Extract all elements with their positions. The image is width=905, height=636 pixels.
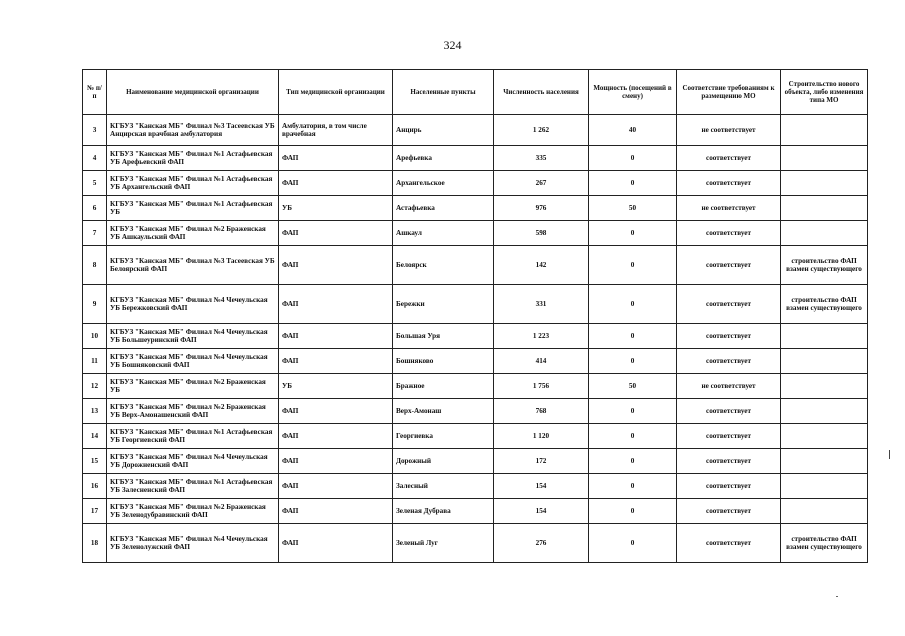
row-capacity: 50 [589, 196, 677, 221]
row-org-type: УБ [279, 374, 393, 399]
row-capacity: 0 [589, 474, 677, 499]
row-population: 331 [494, 285, 589, 324]
row-settlement: Зеленый Луг [393, 524, 494, 563]
row-organization: КГБУЗ "Канская МБ" Филиал №3 Тасеевская УБ Белоярский ФАП [107, 246, 279, 285]
row-org-type: ФАП [279, 474, 393, 499]
row-population: 142 [494, 246, 589, 285]
row-settlement: Ашкаул [393, 221, 494, 246]
row-construction [781, 115, 868, 146]
table-row [83, 349, 868, 374]
row-org-type: ФАП [279, 524, 393, 563]
row-organization: КГБУЗ "Канская МБ" Филиал №1 Астафьевская УБ Георгиевский ФАП [107, 424, 279, 449]
row-settlement: Дорожный [393, 449, 494, 474]
row-num: 12 [83, 374, 107, 399]
row-construction [781, 171, 868, 196]
row-num: 8 [83, 246, 107, 285]
row-org-type: ФАП [279, 324, 393, 349]
row-compliance: соответствует [677, 499, 781, 524]
row-population: 1 756 [494, 374, 589, 399]
row-num: 5 [83, 171, 107, 196]
row-num: 13 [83, 399, 107, 424]
row-compliance: не соответствует [677, 115, 781, 146]
header-compliance: Соответствие требованиям к размещению МО [677, 70, 781, 115]
header-capacity: Мощность (посещений в смену) [589, 70, 677, 115]
table-row [83, 196, 868, 221]
row-organization: КГБУЗ "Канская МБ" Филиал №4 Чечеульская УБ Бережковский ФАП [107, 285, 279, 324]
row-compliance: соответствует [677, 349, 781, 374]
row-organization: КГБУЗ "Канская МБ" Филиал №4 Чечеульская УБ Большеуринский ФАП [107, 324, 279, 349]
row-settlement: Зеленая Дубрава [393, 499, 494, 524]
row-capacity: 0 [589, 146, 677, 171]
row-num: 16 [83, 474, 107, 499]
row-capacity: 0 [589, 424, 677, 449]
row-num: 4 [83, 146, 107, 171]
row-compliance: соответствует [677, 474, 781, 499]
row-settlement: Бошняково [393, 349, 494, 374]
row-organization: КГБУЗ "Канская МБ" Филиал №2 Браженская УБ Верх-Амонашенский ФАП [107, 399, 279, 424]
table-row [83, 146, 868, 171]
row-construction [781, 221, 868, 246]
row-construction [781, 424, 868, 449]
row-settlement: Астафьевка [393, 196, 494, 221]
row-num: 7 [83, 221, 107, 246]
row-construction [781, 324, 868, 349]
table-row [83, 285, 868, 324]
table-row [83, 324, 868, 349]
row-construction: строительство ФАП взамен существующего [781, 285, 868, 324]
row-capacity: 0 [589, 324, 677, 349]
row-org-type: ФАП [279, 285, 393, 324]
row-org-type: ФАП [279, 499, 393, 524]
row-num: 17 [83, 499, 107, 524]
row-settlement: Архангельское [393, 171, 494, 196]
row-settlement: Залесный [393, 474, 494, 499]
row-population: 276 [494, 524, 589, 563]
row-organization: КГБУЗ "Канская МБ" Филиал №1 Астафьевская УБ Архангельский ФАП [107, 171, 279, 196]
table-row [83, 246, 868, 285]
row-num: 15 [83, 449, 107, 474]
row-org-type: ФАП [279, 221, 393, 246]
row-population: 1 223 [494, 324, 589, 349]
medical-organizations-table [82, 69, 868, 563]
row-construction: строительство ФАП взамен существующего [781, 524, 868, 563]
table-row [83, 399, 868, 424]
header-org-type: Тип медицинской организации [279, 70, 393, 115]
row-population: 172 [494, 449, 589, 474]
row-settlement: Бражное [393, 374, 494, 399]
row-compliance: соответствует [677, 424, 781, 449]
row-capacity: 0 [589, 499, 677, 524]
row-org-type: ФАП [279, 246, 393, 285]
table-row [83, 374, 868, 399]
row-num: 3 [83, 115, 107, 146]
page-number: 324 [443, 38, 462, 52]
row-capacity: 0 [589, 285, 677, 324]
row-num: 18 [83, 524, 107, 563]
row-compliance: соответствует [677, 246, 781, 285]
row-num: 9 [83, 285, 107, 324]
table-row [83, 115, 868, 146]
row-org-type: Амбулатория, в том числе врачебная [279, 115, 393, 146]
table-row [83, 221, 868, 246]
row-construction [781, 146, 868, 171]
row-organization: КГБУЗ "Канская МБ" Филиал №2 Браженская УБ Зеленодубравинский ФАП [107, 499, 279, 524]
row-capacity: 0 [589, 524, 677, 563]
row-settlement: Арефьевка [393, 146, 494, 171]
row-construction [781, 374, 868, 399]
row-capacity: 0 [589, 349, 677, 374]
row-org-type: ФАП [279, 171, 393, 196]
row-num: 14 [83, 424, 107, 449]
header-organization: Наименование медицинской организации [107, 70, 279, 115]
table-row [83, 499, 868, 524]
row-population: 154 [494, 474, 589, 499]
row-capacity: 0 [589, 171, 677, 196]
row-organization: КГБУЗ "Канская МБ" Филиал №4 Чечеульская УБ Зеленолужский ФАП [107, 524, 279, 563]
row-settlement: Верх-Амонаш [393, 399, 494, 424]
table-row [83, 424, 868, 449]
row-population: 976 [494, 196, 589, 221]
row-org-type: ФАП [279, 146, 393, 171]
row-num: 6 [83, 196, 107, 221]
table-row [83, 474, 868, 499]
row-population: 267 [494, 171, 589, 196]
row-org-type: ФАП [279, 449, 393, 474]
row-construction [781, 349, 868, 374]
row-compliance: соответствует [677, 221, 781, 246]
row-compliance: соответствует [677, 524, 781, 563]
row-population: 598 [494, 221, 589, 246]
row-settlement: Большая Уря [393, 324, 494, 349]
row-settlement: Георгиевка [393, 424, 494, 449]
row-population: 335 [494, 146, 589, 171]
header-settlements: Населенные пункты [393, 70, 494, 115]
row-compliance: соответствует [677, 324, 781, 349]
row-construction [781, 449, 868, 474]
row-capacity: 0 [589, 399, 677, 424]
row-construction [781, 474, 868, 499]
row-capacity: 50 [589, 374, 677, 399]
row-num: 11 [83, 349, 107, 374]
row-organization: КГБУЗ "Канская МБ" Филиал №1 Астафьевская УБ Арефьевский ФАП [107, 146, 279, 171]
header-construction: Строительство нового объекта, либо изменения типа МО [781, 70, 868, 115]
row-population: 154 [494, 499, 589, 524]
row-compliance: соответствует [677, 285, 781, 324]
margin-mark [889, 450, 890, 459]
row-compliance: не соответствует [677, 196, 781, 221]
row-population: 1 120 [494, 424, 589, 449]
row-construction [781, 399, 868, 424]
row-compliance: соответствует [677, 399, 781, 424]
row-compliance: не соответствует [677, 374, 781, 399]
header-population: Численность населения [494, 70, 589, 115]
row-settlement: Белоярск [393, 246, 494, 285]
row-organization: КГБУЗ "Канская МБ" Филиал №4 Чечеульская УБ Бошняковский ФАП [107, 349, 279, 374]
row-organization: КГБУЗ "Канская МБ" Филиал №4 Чечеульская УБ Дорожненский ФАП [107, 449, 279, 474]
row-compliance: соответствует [677, 146, 781, 171]
row-org-type: ФАП [279, 424, 393, 449]
row-construction [781, 499, 868, 524]
row-org-type: ФАП [279, 349, 393, 374]
row-settlement: Анцирь [393, 115, 494, 146]
row-population: 768 [494, 399, 589, 424]
row-organization: КГБУЗ "Канская МБ" Филиал №3 Тасеевская УБ Анцирская врачбная амбулатория [107, 115, 279, 146]
row-num: 10 [83, 324, 107, 349]
row-organization: КГБУЗ "Канская МБ" Филиал №1 Астафьевская УБ [107, 196, 279, 221]
row-org-type: ФАП [279, 399, 393, 424]
row-compliance: соответствует [677, 171, 781, 196]
row-org-type: УБ [279, 196, 393, 221]
row-population: 414 [494, 349, 589, 374]
row-settlement: Бережки [393, 285, 494, 324]
table-row [83, 524, 868, 563]
row-construction: строительство ФАП взамен существующего [781, 246, 868, 285]
scan-dot [836, 596, 838, 597]
table-row [83, 449, 868, 474]
row-compliance: соответствует [677, 449, 781, 474]
row-capacity: 0 [589, 449, 677, 474]
row-construction [781, 196, 868, 221]
row-organization: КГБУЗ "Канская МБ" Филиал №2 Браженская УБ [107, 374, 279, 399]
row-population: 1 262 [494, 115, 589, 146]
header-num: № п/п [83, 70, 107, 115]
table-row [83, 171, 868, 196]
row-capacity: 40 [589, 115, 677, 146]
table-header-row [83, 70, 868, 115]
row-organization: КГБУЗ "Канская МБ" Филиал №1 Астафьевская УБ Залесненский ФАП [107, 474, 279, 499]
row-organization: КГБУЗ "Канская МБ" Филиал №2 Браженская УБ Ашкаульский ФАП [107, 221, 279, 246]
row-capacity: 0 [589, 221, 677, 246]
row-capacity: 0 [589, 246, 677, 285]
